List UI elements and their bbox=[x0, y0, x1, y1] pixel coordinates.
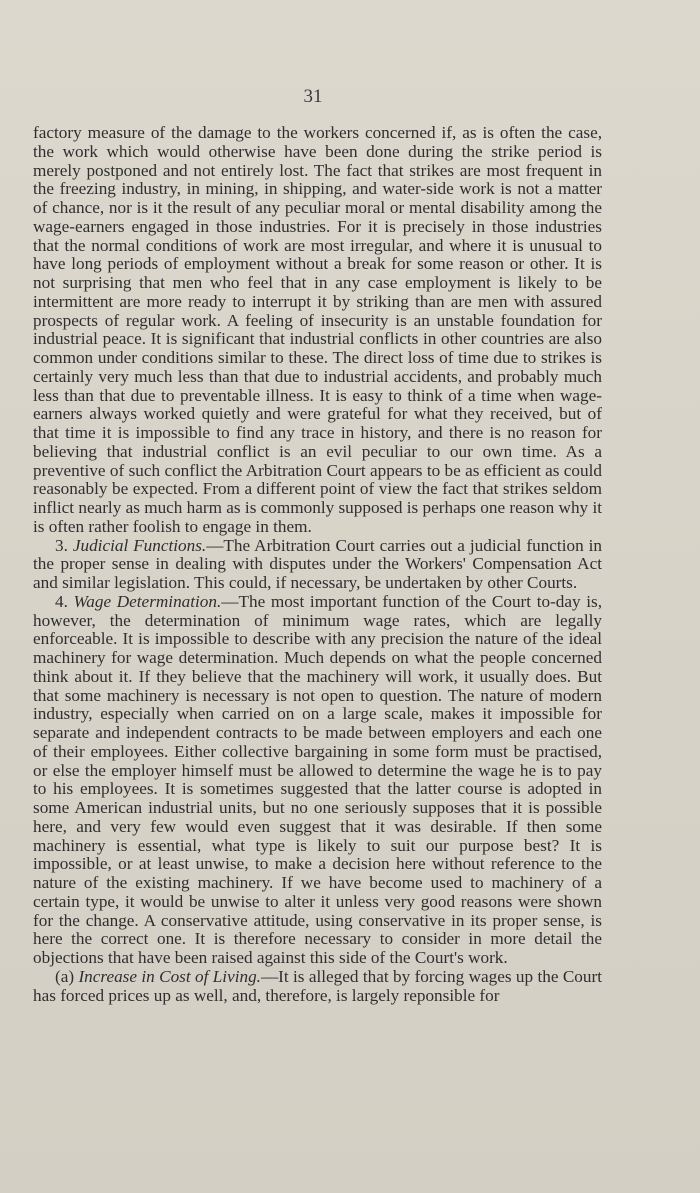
section-heading: Judicial Functions. bbox=[72, 535, 207, 555]
section-heading: Wage Determination. bbox=[73, 591, 222, 611]
section-number: (a) bbox=[55, 966, 79, 986]
section-number: 3. bbox=[55, 535, 73, 555]
section-heading: Increase in Cost of Living. bbox=[78, 966, 261, 986]
paragraph-text: —The Arbitration Court carries out a judicial function in the proper sense in dealing with disputes under the Workers' Compensation Act and similar legislation. This could, if necessary, be undertaken by other Courts. bbox=[33, 535, 603, 592]
section-number: 4. bbox=[55, 591, 74, 611]
paragraph-wage-determination bbox=[33, 593, 602, 968]
body-text bbox=[33, 124, 602, 1005]
paragraph-text: —It is alleged that by forcing wages up the Court has forced prices up as well, and, therefore, is largely reponsible for bbox=[33, 966, 602, 1005]
paragraph-judicial-functions bbox=[33, 537, 602, 593]
paragraph-cost-of-living bbox=[33, 968, 602, 1006]
paragraph-strikes bbox=[33, 124, 602, 537]
paragraph-text: factory measure of the damage to the workers concerned if, as is often the case, the work which would otherwise have been done during the strike period is merely postponed and not entirely lost. The fact that strikes are most frequent in the freezing industry, in mining, in shipping, and water-side work is not a matter of chance, nor is it the result of any peculiar moral or mental disability among the wage-earners engaged in those industries. For it is precisely in those industries that the normal conditions of work are most irregular, and where it is unusual to have long periods of employment without a break for some reason or other. It is not surprising that men who feel that in any case employment is likely to be intermittent are more ready to interrupt it by striking than are men with assured prospects of regular work. A feeling of insecurity is an unstable foundation for industrial peace. It is significant that industrial conflicts in other countries are also common under conditions similar to these. The direct loss of time due to strikes is certainly very much less than that due to industrial accidents, and probably much less than that due to preventable illness. It is easy to think of a time when wage-earners always worked quietly and were grateful for what they received, but of that time it is impossible to find any trace in history, and there is no reason for believing that industrial conflict is an evil peculiar to our own time. As a preventive of such conflict the Arbitration Court appears to be as efficient as could reasonably be expected. From a different point of view the fact that strikes seldom inflict nearly as much harm as is commonly supposed is perhaps one reason why it is often rather foolish to engage in them. bbox=[33, 123, 602, 536]
page-number: 31 bbox=[303, 86, 323, 107]
paragraph-text: —The most important function of the Court to-day is, however, the determination of minimum wage rates, which are legally enforceable. It is impossible to describe with any precision the nature of the ideal machinery for wage determination. Much depends on what the people concerned think about it. If they believe that the machinery will work, it usually does. But that some machinery is necessary is not open to question. The nature of modern industry, especially when carried on on a large scale, makes it impossible for separate and independent contracts to be made between employers and each one of their employees. Either collective bargaining in some form must be practised, or else the employer himself must be allowed to determine the wage he is to pay to his employees. It is sometimes suggested that the latter course is adopted in some American industrial units, but no one seriously supposes that it is possible here, and very few would even suggest that it was desirable. If then some machinery is essential, what type is likely to suit our purpose best? It is impossible, or at least unwise, to make a decision here without reference to the nature of the existing machinery. If we have become used to machinery of a certain type, it would be unwise to alter it unless very good reasons were shown for the change. A conservative attitude, using conservative in its proper sense, is here the correct one. It is therefore necessary to consider in more detail the objections that have been raised against this side of the Court's work. bbox=[33, 591, 603, 967]
